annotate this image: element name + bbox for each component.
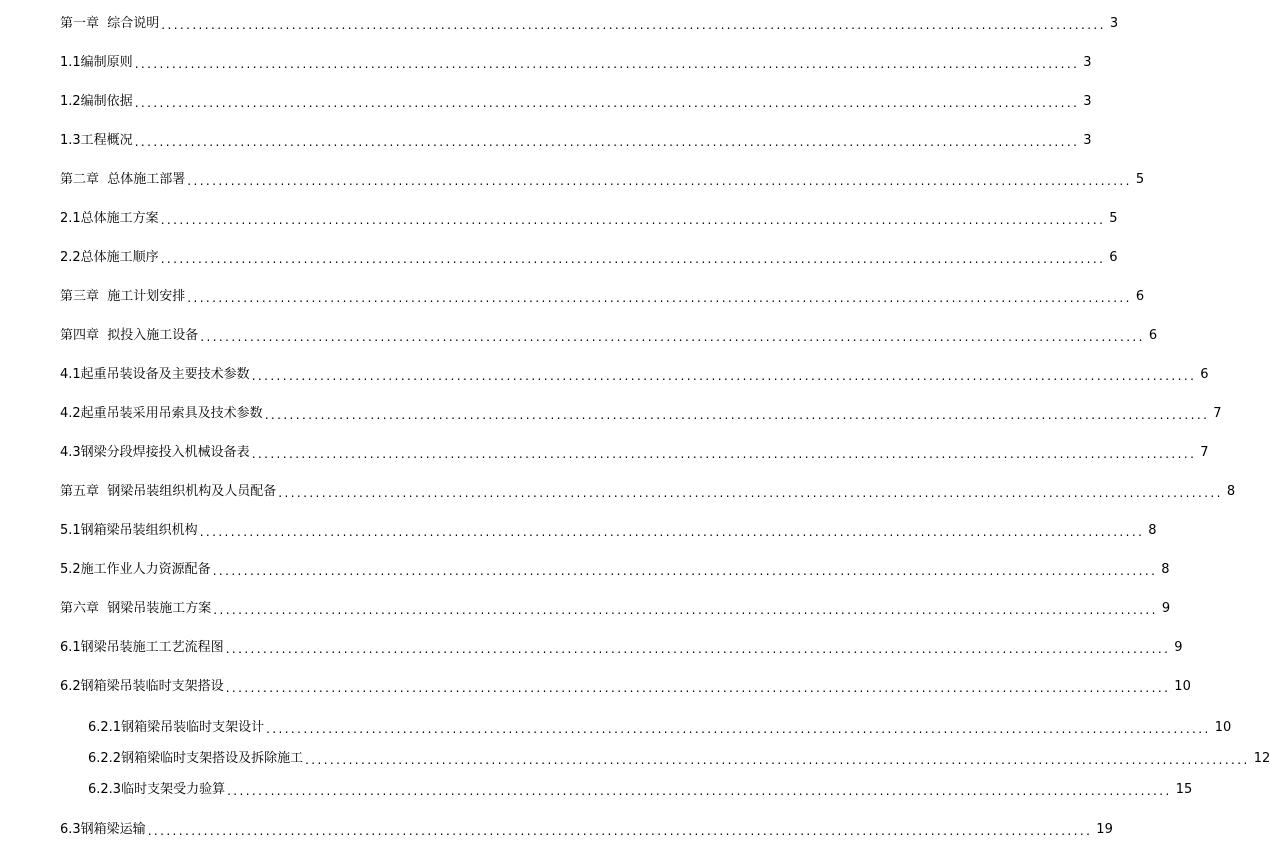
toc-entry-label: 2.2总体施工顺序 bbox=[60, 250, 159, 265]
toc-entry-1-1[interactable] bbox=[60, 51, 1092, 71]
toc-leader-dots: ........................................................................................................................................................ bbox=[187, 291, 1132, 305]
toc-entry-6-3[interactable] bbox=[60, 818, 1113, 838]
toc-entry-label: 6.3钢箱梁运输 bbox=[60, 822, 146, 837]
toc-entry-label: 6.2.1钢箱梁吊装临时支架设计 bbox=[88, 720, 265, 735]
toc-leader-dots: ........................................................................................................................................................ bbox=[212, 564, 1158, 578]
toc-page-number: 12 bbox=[1253, 751, 1270, 766]
toc-entry-chapter-3[interactable] bbox=[60, 285, 1145, 305]
toc-entry-label: 第三章 施工计划安排 bbox=[60, 289, 186, 304]
toc-leader-dots: ........................................................................................................................................................ bbox=[134, 96, 1080, 110]
toc-leader-dots: ........................................................................................................................................................ bbox=[147, 824, 1093, 838]
toc-leader-dots: ........................................................................................................................................................ bbox=[251, 369, 1197, 383]
toc-page-number: 8 bbox=[1226, 484, 1236, 499]
toc-page-number: 10 bbox=[1214, 720, 1232, 735]
toc-leader-dots: ........................................................................................................................................................ bbox=[134, 57, 1080, 71]
toc-page-number: 5 bbox=[1109, 211, 1118, 226]
toc-page-number: 15 bbox=[1175, 782, 1193, 797]
toc-leader-dots: ........................................................................................................................................................ bbox=[187, 174, 1132, 188]
toc-page-number: 6 bbox=[1135, 289, 1145, 304]
toc-entry-label: 第四章 拟投入施工设备 bbox=[60, 328, 199, 343]
toc-entry-chapter-4[interactable] bbox=[60, 324, 1158, 344]
toc-page-number: 6 bbox=[1148, 328, 1158, 343]
toc-leader-dots: ........................................................................................................................................................ bbox=[199, 525, 1145, 539]
toc-entry-label: 2.1总体施工方案 bbox=[60, 211, 159, 226]
toc-entry-label: 1.3工程概况 bbox=[60, 133, 133, 148]
toc-entry-4-1[interactable] bbox=[60, 363, 1209, 383]
toc-entry-1-2[interactable] bbox=[60, 90, 1092, 110]
toc-page-number: 6 bbox=[1109, 250, 1118, 265]
toc-entry-label: 1.1编制原则 bbox=[60, 55, 133, 70]
toc-page-number: 7 bbox=[1213, 406, 1222, 421]
toc-leader-dots: ........................................................................................................................................................ bbox=[251, 447, 1197, 461]
toc-entry-chapter-6[interactable] bbox=[60, 597, 1171, 617]
toc-page-number: 5 bbox=[1135, 172, 1145, 187]
toc-entry-label: 5.2施工作业人力资源配备 bbox=[60, 562, 211, 577]
toc-entry-label: 4.2起重吊装采用吊索具及技术参数 bbox=[60, 406, 263, 421]
toc-page-number: 10 bbox=[1174, 679, 1191, 694]
toc-page-number: 9 bbox=[1174, 640, 1183, 655]
toc-page-number: 3 bbox=[1083, 94, 1092, 109]
toc-entry-4-2[interactable] bbox=[60, 402, 1222, 422]
toc-leader-dots: ........................................................................................................................................................ bbox=[264, 408, 1210, 422]
toc-entry-label: 6.1钢梁吊装施工工艺流程图 bbox=[60, 640, 224, 655]
toc-leader-dots: ........................................................................................................................................................ bbox=[225, 642, 1171, 656]
toc-entry-6-2-1[interactable] bbox=[88, 716, 1232, 736]
toc-leader-dots: ........................................................................................................................................................ bbox=[225, 681, 1171, 695]
toc-page-number: 19 bbox=[1096, 822, 1113, 837]
toc-page-number: 3 bbox=[1083, 55, 1092, 70]
toc-entry-label: 第六章 钢梁吊装施工方案 bbox=[60, 601, 212, 616]
toc-page-number: 9 bbox=[1161, 601, 1171, 616]
toc-entry-chapter-2[interactable] bbox=[60, 168, 1145, 188]
toc-entry-label: 6.2.3临时支架受力验算 bbox=[88, 782, 226, 797]
toc-leader-dots: ........................................................................................................................................................ bbox=[134, 135, 1080, 149]
toc-entry-6-2-2[interactable] bbox=[88, 747, 1270, 767]
toc-entry-6-2[interactable] bbox=[60, 675, 1191, 695]
toc-entry-label: 6.2钢箱梁吊装临时支架搭设 bbox=[60, 679, 224, 694]
toc-leader-dots: ........................................................................................................................................................ bbox=[160, 213, 1106, 227]
toc-entry-label: 5.1钢箱梁吊装组织机构 bbox=[60, 523, 198, 538]
toc-entry-6-1[interactable] bbox=[60, 636, 1183, 656]
toc-entry-label: 第五章 钢梁吊装组织机构及人员配备 bbox=[60, 484, 277, 499]
toc-leader-dots: ........................................................................................................................................................ bbox=[161, 18, 1106, 32]
toc-leader-dots: ........................................................................................................................................................ bbox=[213, 603, 1158, 617]
toc-leader-dots: ........................................................................................................................................................ bbox=[278, 486, 1223, 500]
toc-leader-dots: ........................................................................................................................................................ bbox=[200, 330, 1145, 344]
toc-entry-2-1[interactable] bbox=[60, 207, 1118, 227]
toc-entry-label: 第一章 综合说明 bbox=[60, 16, 160, 31]
toc-page-number: 8 bbox=[1148, 523, 1157, 538]
toc-entry-label: 1.2编制依据 bbox=[60, 94, 133, 109]
toc-leader-dots: ........................................................................................................................................................ bbox=[227, 784, 1172, 798]
toc-entry-label: 4.1起重吊装设备及主要技术参数 bbox=[60, 367, 250, 382]
toc-entry-label: 第二章 总体施工部署 bbox=[60, 172, 186, 187]
toc-entry-5-2[interactable] bbox=[60, 558, 1170, 578]
toc-entry-chapter-1[interactable] bbox=[60, 12, 1119, 32]
toc-entry-4-3[interactable] bbox=[60, 441, 1209, 461]
toc-page-number: 3 bbox=[1109, 16, 1119, 31]
toc-page-number: 7 bbox=[1200, 445, 1209, 460]
toc-entry-2-2[interactable] bbox=[60, 246, 1118, 266]
toc-page-number: 6 bbox=[1200, 367, 1209, 382]
toc-leader-dots: ........................................................................................................................................................ bbox=[266, 722, 1211, 736]
toc-leader-dots: ........................................................................................................................................................ bbox=[305, 753, 1250, 767]
toc-page-number: 3 bbox=[1083, 133, 1092, 148]
toc-page-number: 8 bbox=[1161, 562, 1170, 577]
toc-entry-chapter-5[interactable] bbox=[60, 480, 1236, 500]
toc-entry-5-1[interactable] bbox=[60, 519, 1157, 539]
toc-entry-6-2-3[interactable] bbox=[88, 778, 1193, 798]
toc-leader-dots: ........................................................................................................................................................ bbox=[160, 252, 1106, 266]
toc-entry-label: 4.3钢梁分段焊接投入机械设备表 bbox=[60, 445, 250, 460]
toc-entry-label: 6.2.2钢箱梁临时支架搭设及拆除施工 bbox=[88, 751, 304, 766]
toc-entry-1-3[interactable] bbox=[60, 129, 1092, 149]
